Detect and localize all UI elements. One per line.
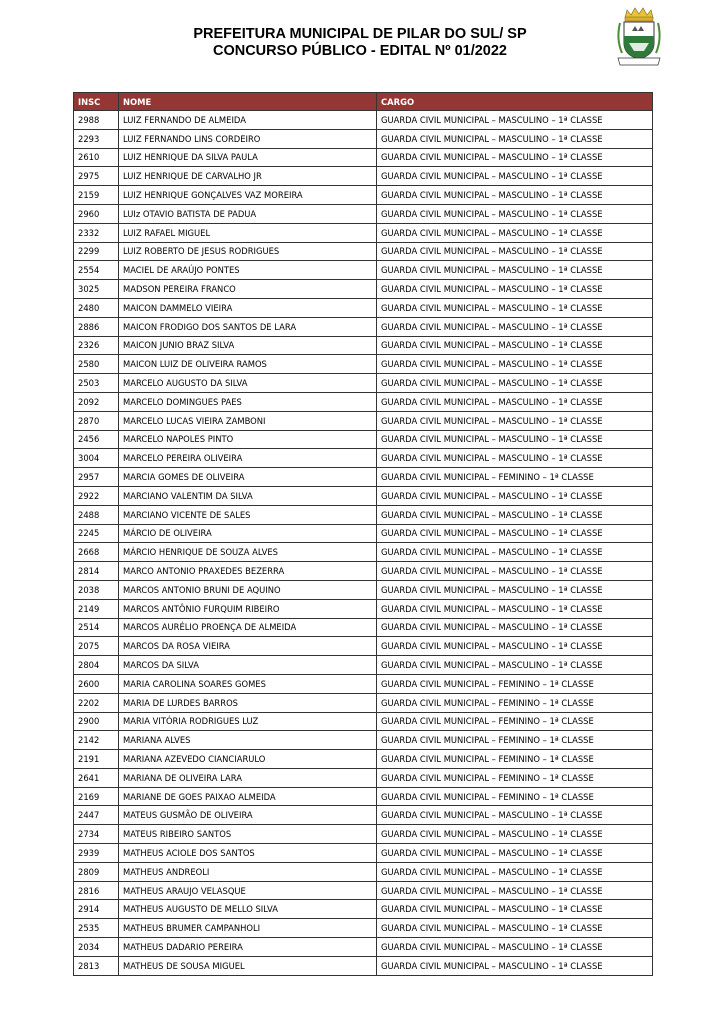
table-row <box>74 750 653 769</box>
cargo-cell: GUARDA CIVIL MUNICIPAL – MASCULINO – 1ª CLASSE <box>377 580 653 599</box>
cargo-cell: GUARDA CIVIL MUNICIPAL – MASCULINO – 1ª CLASSE <box>377 599 653 618</box>
cargo-cell: GUARDA CIVIL MUNICIPAL – MASCULINO – 1ª CLASSE <box>377 411 653 430</box>
table-row <box>74 111 653 130</box>
table-row <box>74 505 653 524</box>
table-row <box>74 543 653 562</box>
table-row <box>74 148 653 167</box>
cargo-cell: GUARDA CIVIL MUNICIPAL – MASCULINO – 1ª CLASSE <box>377 392 653 411</box>
table-row <box>74 223 653 242</box>
insc-cell: 2299 <box>74 242 119 261</box>
insc-cell: 2034 <box>74 938 119 957</box>
insc-cell: 2939 <box>74 844 119 863</box>
nome-cell: MARIA VITÓRIA RODRIGUES LUZ <box>119 712 377 731</box>
cargo-cell: GUARDA CIVIL MUNICIPAL – MASCULINO – 1ª CLASSE <box>377 430 653 449</box>
table-row <box>74 844 653 863</box>
cargo-cell: GUARDA CIVIL MUNICIPAL – FEMININO – 1ª CLASSE <box>377 712 653 731</box>
insc-cell: 2816 <box>74 881 119 900</box>
nome-cell: MAICON DAMMELO VIEIRA <box>119 298 377 317</box>
nome-cell: MARIANE DE GOES PAIXAO ALMEIDA <box>119 787 377 806</box>
cargo-cell: GUARDA CIVIL MUNICIPAL – FEMININO – 1ª CLASSE <box>377 693 653 712</box>
cargo-cell: GUARDA CIVIL MUNICIPAL – MASCULINO – 1ª CLASSE <box>377 900 653 919</box>
insc-cell: 2503 <box>74 374 119 393</box>
table-row <box>74 731 653 750</box>
nome-cell: MARCELO DOMINGUES PAES <box>119 392 377 411</box>
nome-cell: MARCOS DA SILVA <box>119 656 377 675</box>
cargo-cell: GUARDA CIVIL MUNICIPAL – MASCULINO – 1ª CLASSE <box>377 167 653 186</box>
insc-cell: 2202 <box>74 693 119 712</box>
nome-cell: MARIA CAROLINA SOARES GOMES <box>119 674 377 693</box>
cargo-cell: GUARDA CIVIL MUNICIPAL – MASCULINO – 1ª CLASSE <box>377 919 653 938</box>
nome-cell: MARCELO PEREIRA OLIVEIRA <box>119 449 377 468</box>
nome-cell: MARIANA ALVES <box>119 731 377 750</box>
nome-cell: LUIZ HENRIQUE DA SILVA PAULA <box>119 148 377 167</box>
cargo-cell: GUARDA CIVIL MUNICIPAL – MASCULINO – 1ª CLASSE <box>377 806 653 825</box>
table-row <box>74 392 653 411</box>
insc-cell: 2886 <box>74 317 119 336</box>
insc-cell: 2456 <box>74 430 119 449</box>
insc-cell: 2293 <box>74 129 119 148</box>
nome-cell: MARIANA DE OLIVEIRA LARA <box>119 768 377 787</box>
cargo-cell: GUARDA CIVIL MUNICIPAL – MASCULINO – 1ª CLASSE <box>377 844 653 863</box>
insc-cell: 2326 <box>74 336 119 355</box>
table-row <box>74 938 653 957</box>
coat-of-arms-logo <box>614 7 664 67</box>
nome-cell: MATHEUS BRUMER CAMPANHOLI <box>119 919 377 938</box>
nome-cell: LUIZ FERNANDO LINS CORDEIRO <box>119 129 377 148</box>
cargo-cell: GUARDA CIVIL MUNICIPAL – MASCULINO – 1ª CLASSE <box>377 656 653 675</box>
column-header-insc: INSC <box>74 93 119 111</box>
table-row <box>74 186 653 205</box>
table-row <box>74 280 653 299</box>
nome-cell: MATHEUS DADARIO PEREIRA <box>119 938 377 957</box>
page-title: PREFEITURA MUNICIPAL DE PILAR DO SUL/ SP <box>193 26 527 42</box>
table-row <box>74 242 653 261</box>
nome-cell: MAICON JUNIO BRAZ SILVA <box>119 336 377 355</box>
nome-cell: MATHEUS ARAUJO VELASQUE <box>119 881 377 900</box>
insc-cell: 2159 <box>74 186 119 205</box>
table-row <box>74 167 653 186</box>
nome-cell: LUIZ ROBERTO DE JESUS RODRIGUES <box>119 242 377 261</box>
cargo-cell: GUARDA CIVIL MUNICIPAL – FEMININO – 1ª CLASSE <box>377 750 653 769</box>
nome-cell: MÁRCIO HENRIQUE DE SOUZA ALVES <box>119 543 377 562</box>
cargo-cell: GUARDA CIVIL MUNICIPAL – MASCULINO – 1ª CLASSE <box>377 956 653 975</box>
column-header-cargo: CARGO <box>377 93 653 111</box>
table-row <box>74 317 653 336</box>
table-row <box>74 355 653 374</box>
cargo-cell: GUARDA CIVIL MUNICIPAL – MASCULINO – 1ª CLASSE <box>377 148 653 167</box>
table-row <box>74 768 653 787</box>
cargo-cell: GUARDA CIVIL MUNICIPAL – MASCULINO – 1ª CLASSE <box>377 543 653 562</box>
cargo-cell: GUARDA CIVIL MUNICIPAL – MASCULINO – 1ª CLASSE <box>377 486 653 505</box>
nome-cell: MARCO ANTONIO PRAXEDES BEZERRA <box>119 562 377 581</box>
nome-cell: MÁRCIO DE OLIVEIRA <box>119 524 377 543</box>
table-row <box>74 411 653 430</box>
table-row <box>74 261 653 280</box>
cargo-cell: GUARDA CIVIL MUNICIPAL – MASCULINO – 1ª CLASSE <box>377 505 653 524</box>
nome-cell: MARIANA AZEVEDO CIANCIARULO <box>119 750 377 769</box>
cargo-cell: GUARDA CIVIL MUNICIPAL – FEMININO – 1ª CLASSE <box>377 787 653 806</box>
insc-cell: 2809 <box>74 862 119 881</box>
cargo-cell: GUARDA CIVIL MUNICIPAL – MASCULINO – 1ª CLASSE <box>377 524 653 543</box>
insc-cell: 2447 <box>74 806 119 825</box>
table-row <box>74 618 653 637</box>
cargo-cell: GUARDA CIVIL MUNICIPAL – MASCULINO – 1ª CLASSE <box>377 562 653 581</box>
cargo-cell: GUARDA CIVIL MUNICIPAL – FEMININO – 1ª CLASSE <box>377 674 653 693</box>
cargo-cell: GUARDA CIVIL MUNICIPAL – MASCULINO – 1ª CLASSE <box>377 637 653 656</box>
table-row <box>74 656 653 675</box>
table-row <box>74 468 653 487</box>
nome-cell: MATEUS RIBEIRO SANTOS <box>119 825 377 844</box>
table-row <box>74 336 653 355</box>
cargo-cell: GUARDA CIVIL MUNICIPAL – FEMININO – 1ª CLASSE <box>377 731 653 750</box>
cargo-cell: GUARDA CIVIL MUNICIPAL – MASCULINO – 1ª CLASSE <box>377 223 653 242</box>
nome-cell: MARCOS ANTONIO BRUNI DE AQUINO <box>119 580 377 599</box>
table-row <box>74 524 653 543</box>
table-row <box>74 204 653 223</box>
insc-cell: 2900 <box>74 712 119 731</box>
table-row <box>74 298 653 317</box>
table-row <box>74 956 653 975</box>
insc-cell: 2092 <box>74 392 119 411</box>
cargo-cell: GUARDA CIVIL MUNICIPAL – FEMININO – 1ª CLASSE <box>377 768 653 787</box>
nome-cell: MADSON PEREIRA FRANCO <box>119 280 377 299</box>
table-row <box>74 599 653 618</box>
cargo-cell: GUARDA CIVIL MUNICIPAL – MASCULINO – 1ª CLASSE <box>377 355 653 374</box>
candidates-table <box>73 92 653 976</box>
nome-cell: MAICON FRODIGO DOS SANTOS DE LARA <box>119 317 377 336</box>
nome-cell: LUIZ HENRIQUE DE CARVALHO JR <box>119 167 377 186</box>
nome-cell: MARCIA GOMES DE OLIVEIRA <box>119 468 377 487</box>
nome-cell: MARCELO AUGUSTO DA SILVA <box>119 374 377 393</box>
nome-cell: MARIA DE LURDES BARROS <box>119 693 377 712</box>
insc-cell: 3004 <box>74 449 119 468</box>
insc-cell: 2580 <box>74 355 119 374</box>
cargo-cell: GUARDA CIVIL MUNICIPAL – MASCULINO – 1ª CLASSE <box>377 111 653 130</box>
insc-cell: 2600 <box>74 674 119 693</box>
insc-cell: 2870 <box>74 411 119 430</box>
nome-cell: LUIZ RAFAEL MIGUEL <box>119 223 377 242</box>
insc-cell: 2957 <box>74 468 119 487</box>
table-row <box>74 919 653 938</box>
table-row <box>74 900 653 919</box>
table-row <box>74 637 653 656</box>
insc-cell: 2804 <box>74 656 119 675</box>
table-row <box>74 806 653 825</box>
cargo-cell: GUARDA CIVIL MUNICIPAL – MASCULINO – 1ª CLASSE <box>377 204 653 223</box>
nome-cell: MATHEUS DE SOUSA MIGUEL <box>119 956 377 975</box>
insc-cell: 2813 <box>74 956 119 975</box>
table-row <box>74 787 653 806</box>
insc-cell: 2610 <box>74 148 119 167</box>
cargo-cell: GUARDA CIVIL MUNICIPAL – MASCULINO – 1ª CLASSE <box>377 242 653 261</box>
cargo-cell: GUARDA CIVIL MUNICIPAL – MASCULINO – 1ª CLASSE <box>377 317 653 336</box>
table-row <box>74 374 653 393</box>
nome-cell: MATEUS GUSMÃO DE OLIVEIRA <box>119 806 377 825</box>
cargo-cell: GUARDA CIVIL MUNICIPAL – FEMININO – 1ª CLASSE <box>377 468 653 487</box>
cargo-cell: GUARDA CIVIL MUNICIPAL – MASCULINO – 1ª CLASSE <box>377 261 653 280</box>
table-header-row <box>74 93 653 111</box>
cargo-cell: GUARDA CIVIL MUNICIPAL – MASCULINO – 1ª CLASSE <box>377 374 653 393</box>
table-body <box>74 111 653 976</box>
nome-cell: MATHEUS ACIOLE DOS SANTOS <box>119 844 377 863</box>
table-row <box>74 881 653 900</box>
cargo-cell: GUARDA CIVIL MUNICIPAL – MASCULINO – 1ª CLASSE <box>377 618 653 637</box>
nome-cell: MARCOS AURÉLIO PROENÇA DE ALMEIDA <box>119 618 377 637</box>
insc-cell: 3025 <box>74 280 119 299</box>
cargo-cell: GUARDA CIVIL MUNICIPAL – MASCULINO – 1ª CLASSE <box>377 449 653 468</box>
nome-cell: MAICON LUIZ DE OLIVEIRA RAMOS <box>119 355 377 374</box>
cargo-cell: GUARDA CIVIL MUNICIPAL – MASCULINO – 1ª CLASSE <box>377 825 653 844</box>
insc-cell: 2149 <box>74 599 119 618</box>
cargo-cell: GUARDA CIVIL MUNICIPAL – MASCULINO – 1ª CLASSE <box>377 298 653 317</box>
insc-cell: 2975 <box>74 167 119 186</box>
insc-cell: 2922 <box>74 486 119 505</box>
insc-cell: 2668 <box>74 543 119 562</box>
nome-cell: LUIZ HENRIQUE GONÇALVES VAZ MOREIRA <box>119 186 377 205</box>
cargo-cell: GUARDA CIVIL MUNICIPAL – MASCULINO – 1ª CLASSE <box>377 280 653 299</box>
insc-cell: 2245 <box>74 524 119 543</box>
insc-cell: 2480 <box>74 298 119 317</box>
page-subtitle: CONCURSO PÚBLICO - EDITAL Nº 01/2022 <box>212 43 507 59</box>
insc-cell: 2960 <box>74 204 119 223</box>
nome-cell: MATHEUS ANDREOLI <box>119 862 377 881</box>
insc-cell: 2169 <box>74 787 119 806</box>
cargo-cell: GUARDA CIVIL MUNICIPAL – MASCULINO – 1ª CLASSE <box>377 186 653 205</box>
nome-cell: MARCELO NAPOLES PINTO <box>119 430 377 449</box>
insc-cell: 2814 <box>74 562 119 581</box>
insc-cell: 2488 <box>74 505 119 524</box>
table-row <box>74 486 653 505</box>
insc-cell: 2332 <box>74 223 119 242</box>
nome-cell: MARCOS ANTÔNIO FURQUIM RIBEIRO <box>119 599 377 618</box>
table-row <box>74 693 653 712</box>
nome-cell: MARCIANO VICENTE DE SALES <box>119 505 377 524</box>
table-row <box>74 580 653 599</box>
column-header-nome: NOME <box>119 93 377 111</box>
cargo-cell: GUARDA CIVIL MUNICIPAL – MASCULINO – 1ª CLASSE <box>377 336 653 355</box>
table-row <box>74 430 653 449</box>
nome-cell: LUIz OTAVIO BATISTA DE PADUA <box>119 204 377 223</box>
insc-cell: 2075 <box>74 637 119 656</box>
nome-cell: MATHEUS AUGUSTO DE MELLO SILVA <box>119 900 377 919</box>
insc-cell: 2514 <box>74 618 119 637</box>
table-row <box>74 562 653 581</box>
insc-cell: 2142 <box>74 731 119 750</box>
page-header <box>0 0 724 80</box>
cargo-cell: GUARDA CIVIL MUNICIPAL – MASCULINO – 1ª CLASSE <box>377 881 653 900</box>
nome-cell: MARCELO LUCAS VIEIRA ZAMBONI <box>119 411 377 430</box>
nome-cell: MARCIANO VALENTIM DA SILVA <box>119 486 377 505</box>
table-row <box>74 862 653 881</box>
insc-cell: 2641 <box>74 768 119 787</box>
nome-cell: MACIEL DE ARAÚJO PONTES <box>119 261 377 280</box>
cargo-cell: GUARDA CIVIL MUNICIPAL – MASCULINO – 1ª CLASSE <box>377 938 653 957</box>
insc-cell: 2988 <box>74 111 119 130</box>
table-row <box>74 129 653 148</box>
nome-cell: MARCOS DA ROSA VIEIRA <box>119 637 377 656</box>
insc-cell: 2914 <box>74 900 119 919</box>
table-row <box>74 825 653 844</box>
table-row <box>74 449 653 468</box>
table-row <box>74 674 653 693</box>
insc-cell: 2554 <box>74 261 119 280</box>
cargo-cell: GUARDA CIVIL MUNICIPAL – MASCULINO – 1ª CLASSE <box>377 862 653 881</box>
cargo-cell: GUARDA CIVIL MUNICIPAL – MASCULINO – 1ª CLASSE <box>377 129 653 148</box>
insc-cell: 2535 <box>74 919 119 938</box>
insc-cell: 2191 <box>74 750 119 769</box>
insc-cell: 2038 <box>74 580 119 599</box>
insc-cell: 2734 <box>74 825 119 844</box>
table-row <box>74 712 653 731</box>
nome-cell: LUIZ FERNANDO DE ALMEIDA <box>119 111 377 130</box>
